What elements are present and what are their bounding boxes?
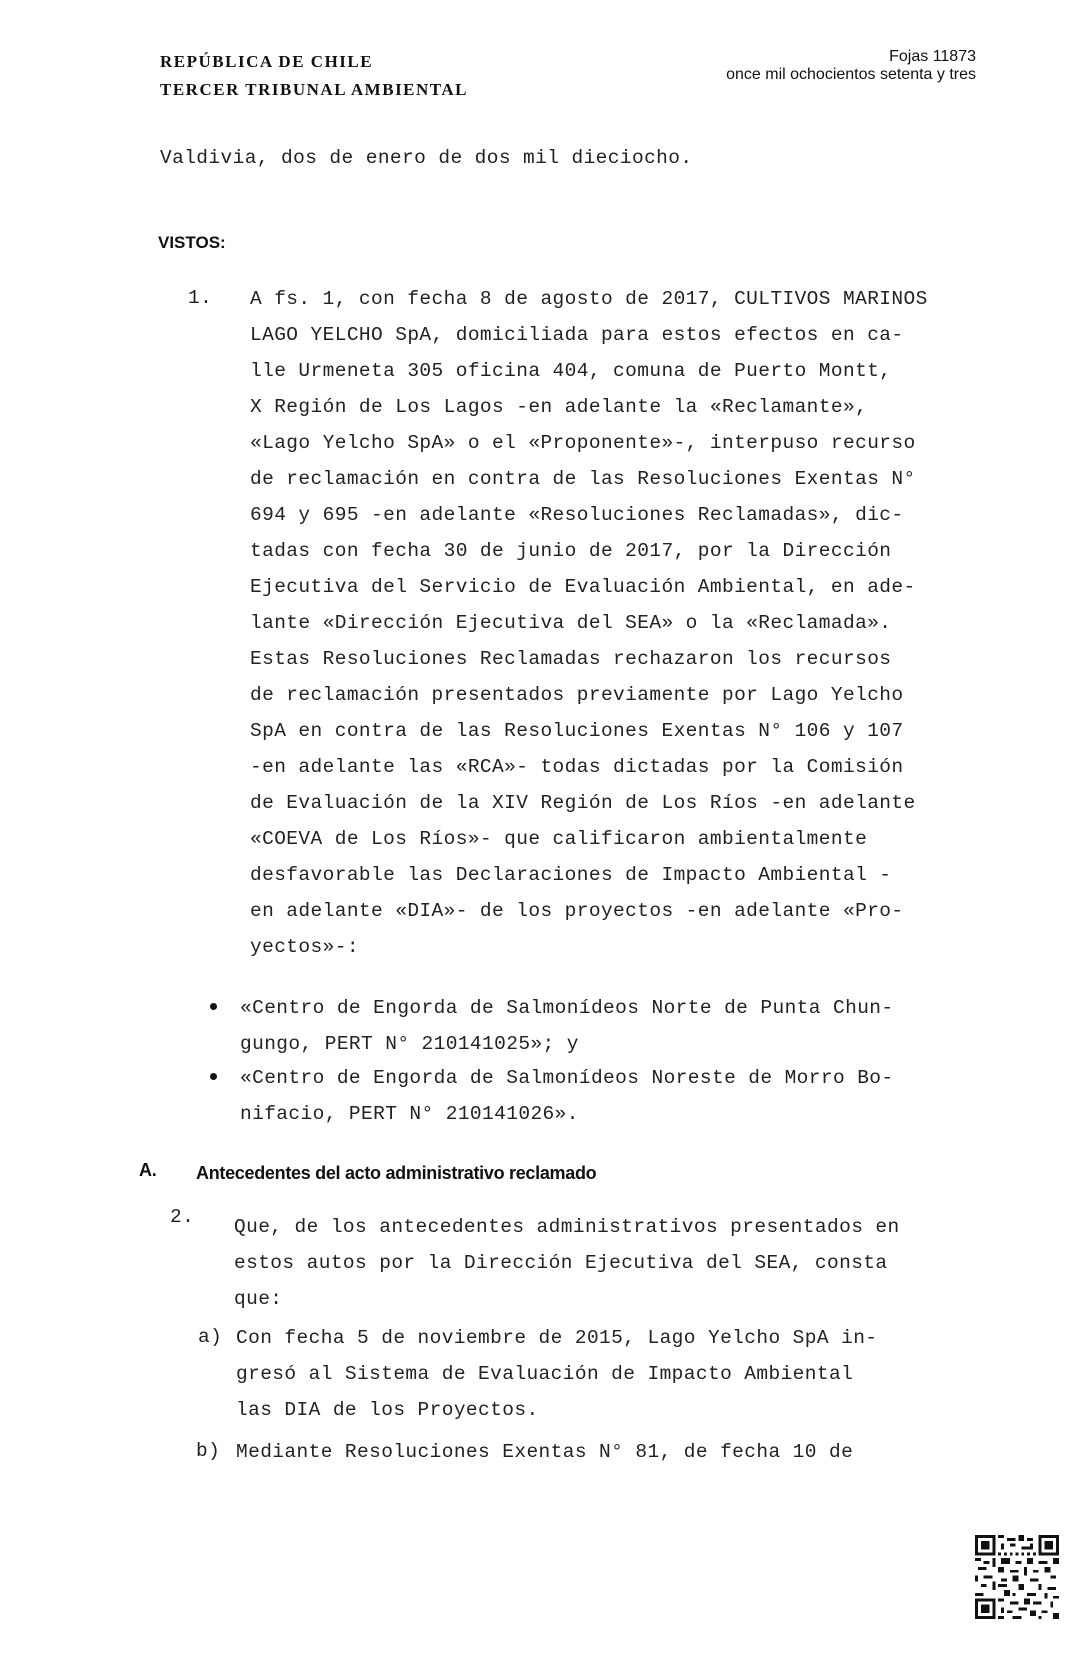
paragraph-1-number: 1.: [188, 287, 213, 309]
qr-code-icon: [975, 1535, 1059, 1619]
item-b: [236, 1434, 853, 1470]
section-a-letter: A.: [139, 1160, 157, 1180]
vistos-label: VISTOS:: [158, 233, 226, 252]
paragraph-1-line: SpA en contra de las Resoluciones Exentas N° 106 y 107: [250, 720, 904, 742]
item-a: [236, 1320, 877, 1428]
paragraph-1-line: Estas Resoluciones Reclamadas rechazaron los recursos: [250, 648, 892, 670]
fojas-block: [726, 48, 976, 84]
paragraph-2-line: estos autos por la Dirección Ejecutiva del SEA, consta: [234, 1252, 888, 1274]
paragraph-1-line: -en adelante las «RCA»- todas dictadas por la Comisión: [250, 756, 904, 778]
item-a-label: a): [198, 1326, 223, 1348]
paragraph-1-line: 694 y 695 -en adelante «Resoluciones Reclamadas», dic-: [250, 504, 904, 526]
bullet-item-line: «Centro de Engorda de Salmonídeos Norte de Punta Chun-: [240, 997, 894, 1019]
item-b-label: b): [196, 1440, 221, 1462]
paragraph-1-line: tadas con fecha 30 de junio de 2017, por la Dirección: [250, 540, 892, 562]
paragraph-1-line: yectos»-:: [250, 936, 359, 958]
paragraph-1-line: «COEVA de Los Ríos»- que calificaron ambientalmente: [250, 828, 868, 850]
bullet-icon: [210, 1003, 217, 1010]
paragraph-1-line: Ejecutiva del Servicio de Evaluación Ambiental, en ade-: [250, 576, 916, 598]
paragraph-1-line: de reclamación en contra de las Resoluciones Exentas N°: [250, 468, 916, 490]
paragraph-2-line: que:: [234, 1288, 283, 1310]
paragraph-1-line: de reclamación presentados previamente por Lago Yelcho: [250, 684, 904, 706]
bullet-item-line: nifacio, PERT N° 210141026».: [240, 1103, 579, 1125]
paragraph-1: [250, 281, 928, 965]
paragraph-1-line: desfavorable las Declaraciones de Impacto Ambiental -: [250, 864, 892, 886]
bullet-item-line: «Centro de Engorda de Salmonídeos Noreste de Morro Bo-: [240, 1067, 894, 1089]
paragraph-2-number: 2.: [170, 1206, 195, 1228]
bullet-item: [240, 1060, 894, 1132]
bullet-item: [240, 990, 894, 1062]
paragraph-1-line: X Región de Los Lagos -en adelante la «Reclamante»,: [250, 396, 868, 418]
header-tribunal: TERCER TRIBUNAL AMBIENTAL: [160, 80, 468, 99]
paragraph-1-line: A fs. 1, con fecha 8 de agosto de 2017, CULTIVOS MARINOS: [250, 288, 928, 310]
item-a-line: las DIA de los Proyectos.: [236, 1399, 539, 1421]
paragraph-1-line: LAGO YELCHO SpA, domiciliada para estos efectos en ca-: [250, 324, 904, 346]
date-line: Valdivia, dos de enero de dos mil dieciocho.: [160, 147, 693, 169]
paragraph-1-line: lante «Dirección Ejecutiva del SEA» o la «Reclamada».: [250, 612, 892, 634]
item-a-line: Con fecha 5 de noviembre de 2015, Lago Yelcho SpA in-: [236, 1327, 878, 1349]
paragraph-1-line: en adelante «DIA»- de los proyectos -en adelante «Pro-: [250, 900, 904, 922]
item-b-line: Mediante Resoluciones Exentas N° 81, de fecha 10 de: [236, 1441, 854, 1463]
paragraph-2-line: Que, de los antecedentes administrativos presentados en: [234, 1216, 900, 1238]
paragraph-1-line: lle Urmeneta 305 oficina 404, comuna de Puerto Montt,: [250, 360, 892, 382]
paragraph-1-line: de Evaluación de la XIV Región de Los Ríos -en adelante: [250, 792, 916, 814]
fojas-words: once mil ochocientos setenta y tres: [726, 66, 976, 83]
paragraph-2: [234, 1209, 900, 1317]
section-a-title: Antecedentes del acto administrativo reclamado: [196, 1163, 597, 1183]
bullet-item-line: gungo, PERT N° 210141025»; y: [240, 1033, 579, 1055]
header-country: REPÚBLICA DE CHILE: [160, 52, 374, 71]
paragraph-1-line: «Lago Yelcho SpA» o el «Proponente»-, interpuso recurso: [250, 432, 916, 454]
item-a-line: gresó al Sistema de Evaluación de Impacto Ambiental: [236, 1363, 854, 1385]
bullet-icon: [210, 1073, 217, 1080]
fojas-number: Fojas 11873: [889, 48, 976, 65]
